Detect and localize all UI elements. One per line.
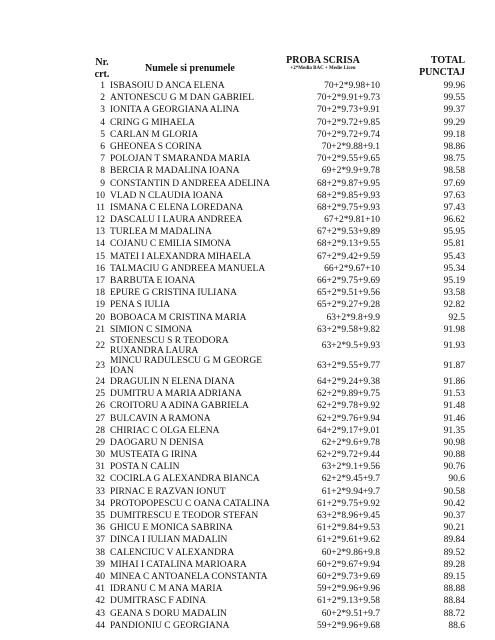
table-row <box>0 190 495 202</box>
table-row <box>0 583 495 595</box>
row-total-score: 93.58 <box>443 288 465 299</box>
row-number: 36 <box>95 523 105 534</box>
row-name: DAOGARU N DENISA <box>110 437 204 448</box>
row-proba-score: 70+2*9.88+9.1 <box>321 141 380 152</box>
row-total-score: 90.42 <box>443 498 465 509</box>
row-total-score: 91.35 <box>443 425 465 436</box>
table-row <box>0 486 495 498</box>
row-proba-score: 68+2*9.87+9.95 <box>317 178 380 189</box>
row-total-score: 99.29 <box>443 117 465 128</box>
row-name: VLAD N CLAUDIA IOANA <box>110 190 224 201</box>
row-number: 5 <box>100 129 105 140</box>
table-row <box>0 498 495 510</box>
row-proba-score: 70+2*9.91+9.73 <box>317 93 380 104</box>
table-row <box>0 620 495 632</box>
row-total-score: 92.82 <box>443 300 465 311</box>
table-row <box>0 413 495 425</box>
row-name: COJANU C EMILIA SIMONA <box>110 239 232 250</box>
row-total-score: 99.18 <box>443 129 465 140</box>
row-name: BOBOACA M CRISTINA MARIA <box>110 312 247 323</box>
table-row <box>0 165 495 177</box>
row-proba-score: 62+2*9.78+9.92 <box>317 401 380 412</box>
row-proba-score: 61+2*9.84+9.53 <box>317 523 380 534</box>
results-table <box>0 80 495 632</box>
row-proba-score: 68+2*9.75+9.93 <box>317 202 380 213</box>
row-proba-score: 63+2*9.55+9.77 <box>317 360 380 371</box>
row-total-score: 89.84 <box>443 535 465 546</box>
table-row <box>0 534 495 546</box>
row-proba-score: 65+2*9.51+9.56 <box>317 288 380 299</box>
row-name: TALMACIU G ANDREEA MANUELA <box>110 263 266 274</box>
row-total-score: 95.19 <box>443 276 465 286</box>
header-total-label: TOTAL <box>430 55 465 66</box>
row-total-score: 91.53 <box>443 389 465 400</box>
row-total-score: 88.84 <box>443 596 465 607</box>
table-row <box>0 312 495 324</box>
table-row <box>0 299 495 311</box>
row-name: CROITORU A ADINA GABRIELA <box>110 401 249 412</box>
row-number: 19 <box>95 300 105 311</box>
row-total-score: 98.58 <box>443 166 465 177</box>
row-total-score: 90.98 <box>443 437 465 448</box>
row-total-score: 89.15 <box>443 571 465 582</box>
row-name: BERCIA R MADALINA IOANA <box>110 166 240 177</box>
row-number: 1 <box>100 81 105 91</box>
row-total-score: 95.43 <box>443 251 465 262</box>
row-number: 23 <box>95 360 105 371</box>
row-number: 44 <box>95 620 105 631</box>
row-name: POLOJAN T SMARANDA MARIA <box>110 154 251 165</box>
row-total-score: 88.72 <box>443 608 465 619</box>
row-total-score: 91.86 <box>443 376 465 387</box>
row-name: ISBASOIU D ANCA ELENA <box>110 81 225 91</box>
row-name: DRAGULIN N ELENA DIANA <box>110 376 235 387</box>
row-number: 4 <box>100 117 105 128</box>
row-name: MINCU RADULESCU G M GEORGE IOAN <box>110 355 263 376</box>
table-row <box>0 437 495 449</box>
table-row <box>0 117 495 129</box>
row-number: 6 <box>100 141 105 152</box>
row-number: 15 <box>95 251 105 262</box>
row-proba-score: 68+2*9.85+9.93 <box>317 190 380 201</box>
table-row <box>0 287 495 299</box>
row-proba-score: 63+2*9.1+9.56 <box>321 462 380 473</box>
row-number: 18 <box>95 288 105 299</box>
table-row <box>0 92 495 104</box>
row-name: ISMANA C ELENA LOREDANA <box>110 202 244 213</box>
row-total-score: 98.75 <box>443 154 465 165</box>
row-proba-score: 64+2*9.24+9.38 <box>317 376 380 387</box>
row-name: IONITA A GEORGIANA ALINA <box>110 105 240 116</box>
row-name: MUSTEATA G IRINA <box>110 450 198 461</box>
table-row <box>0 238 495 250</box>
row-name: DUMITRU A MARIA ADRIANA <box>110 389 242 400</box>
header-total <box>410 55 465 79</box>
table-row <box>0 336 495 356</box>
row-number: 10 <box>95 190 105 201</box>
row-total-score: 97.63 <box>443 190 465 201</box>
row-total-score: 99.37 <box>443 105 465 116</box>
row-total-score: 91.93 <box>443 340 465 351</box>
row-name: GHICU E MONICA SABRINA <box>110 523 233 534</box>
row-proba-score: 66+2*9.67+10 <box>324 263 380 274</box>
row-name: PROTOPOPESCU C OANA CATALINA <box>110 498 270 509</box>
row-number: 29 <box>95 437 105 448</box>
row-number: 41 <box>95 584 105 595</box>
row-total-score: 92.5 <box>448 312 465 323</box>
row-total-score: 95.81 <box>443 239 465 250</box>
table-row <box>0 608 495 620</box>
row-proba-score: 70+2*9.72+9.74 <box>317 129 380 140</box>
row-total-score: 88.88 <box>443 584 465 595</box>
row-number: 42 <box>95 596 105 607</box>
table-row <box>0 263 495 275</box>
table-row <box>0 80 495 92</box>
table-row <box>0 376 495 388</box>
row-total-score: 90.6 <box>448 474 465 485</box>
row-name: DUMITRESCU E TEODOR STEFAN <box>110 511 259 521</box>
table-row <box>0 178 495 190</box>
row-proba-score: 61+2*9.13+9.58 <box>317 596 380 607</box>
row-name: ANTONESCU G M DAN GABRIEL <box>110 93 254 104</box>
table-row <box>0 141 495 153</box>
row-number: 24 <box>95 376 105 387</box>
row-total-score: 90.76 <box>443 462 465 473</box>
row-total-score: 91.98 <box>443 324 465 335</box>
row-total-score: 97.69 <box>443 178 465 189</box>
row-number: 32 <box>95 474 105 485</box>
row-proba-score: 61+2*9.61+9.62 <box>317 535 380 546</box>
row-total-score: 91.46 <box>443 413 465 424</box>
table-row <box>0 559 495 571</box>
row-number: 3 <box>100 105 105 116</box>
row-total-score: 95.95 <box>443 227 465 238</box>
table-row <box>0 356 495 376</box>
row-proba-score: 65+2*9.27+9.28 <box>317 300 380 311</box>
row-number: 17 <box>95 276 105 286</box>
row-proba-score: 59+2*9.96+9.68 <box>317 620 380 631</box>
row-name: PIRNAC E RAZVAN IONUT <box>110 486 226 497</box>
table-row <box>0 129 495 141</box>
row-name: PANDIONIU C GEORGIANA <box>110 620 230 631</box>
row-total-score: 90.58 <box>443 486 465 497</box>
row-proba-score: 70+2*9.98+10 <box>324 81 380 91</box>
row-number: 40 <box>95 571 105 582</box>
row-name: SIMION C SIMONA <box>110 324 193 335</box>
table-row <box>0 510 495 522</box>
table-row <box>0 104 495 116</box>
table-row <box>0 226 495 238</box>
table-row <box>0 473 495 485</box>
row-proba-score: 60+2*9.67+9.94 <box>317 559 380 570</box>
row-number: 12 <box>95 215 105 226</box>
row-name: CARLAN M GLORIA <box>110 129 199 140</box>
row-number: 34 <box>95 498 105 509</box>
row-name: MATEI I ALEXANDRA MIHAELA <box>110 251 252 262</box>
table-row <box>0 324 495 336</box>
row-proba-score: 70+2*9.72+9.85 <box>317 117 380 128</box>
row-number: 7 <box>100 154 105 165</box>
row-name: TURLEA M MADALINA <box>110 227 212 238</box>
row-proba-score: 60+2*9.51+9.7 <box>321 608 380 619</box>
row-proba-score: 63+2*9.5+9.93 <box>321 340 380 351</box>
row-proba-score: 62+2*9.76+9.94 <box>317 413 380 424</box>
header-name: Numele si prenumele <box>145 63 235 74</box>
row-number: 38 <box>95 547 105 558</box>
row-name: BARBUTA E IOANA <box>110 276 196 286</box>
row-number: 28 <box>95 425 105 436</box>
row-number: 13 <box>95 227 105 238</box>
header-punctaj-label: PUNCTAJ <box>419 67 465 78</box>
row-number: 26 <box>95 401 105 412</box>
row-number: 27 <box>95 413 105 424</box>
table-row <box>0 449 495 461</box>
row-name: COCIRLA G ALEXANDRA BIANCA <box>110 474 260 485</box>
row-total-score: 97.43 <box>443 202 465 213</box>
row-proba-score: 70+2*9.55+9.65 <box>317 154 380 165</box>
row-name: DASCALU I LAURA ANDREEA <box>110 215 243 226</box>
row-proba-score: 64+2*9.17+9.01 <box>317 425 380 436</box>
row-name: MINEA C ANTOANELA CONSTANTA <box>110 571 268 582</box>
table-row <box>0 251 495 263</box>
row-number: 21 <box>95 324 105 335</box>
row-total-score: 90.21 <box>443 523 465 534</box>
row-total-score: 99.55 <box>443 93 465 104</box>
row-proba-score: 67+2*9.42+9.59 <box>317 251 380 262</box>
row-name: PENA S IULIA <box>110 300 171 311</box>
row-proba-score: 68+2*9.13+9.55 <box>317 239 380 250</box>
table-row <box>0 400 495 412</box>
table-row <box>0 153 495 165</box>
table-row <box>0 547 495 559</box>
table-row <box>0 571 495 583</box>
row-proba-score: 61+2*9.94+9.7 <box>321 486 380 497</box>
row-total-score: 89.28 <box>443 559 465 570</box>
table-row <box>0 202 495 214</box>
row-total-score: 95.34 <box>443 263 465 274</box>
row-name: BULCAVIN A RAMONA <box>110 413 211 424</box>
row-number: 8 <box>100 166 105 177</box>
table-row <box>0 425 495 437</box>
row-number: 31 <box>95 462 105 473</box>
row-number: 25 <box>95 389 105 400</box>
row-name: CALENCIUC V ALEXANDRA <box>110 547 235 558</box>
table-row <box>0 388 495 400</box>
row-proba-score: 63+2*9.58+9.82 <box>317 324 380 335</box>
row-number: 20 <box>95 312 105 323</box>
row-total-score: 88.6 <box>448 620 465 631</box>
row-proba-score: 59+2*9.96+9.96 <box>317 584 380 595</box>
row-number: 43 <box>95 608 105 619</box>
row-number: 33 <box>95 486 105 497</box>
header-nr-label: Nr. <box>95 57 109 68</box>
row-number: 14 <box>95 239 105 250</box>
row-name: DINCA I IULIAN MADALIN <box>110 535 228 546</box>
row-number: 11 <box>95 202 105 213</box>
row-proba-score: 67+2*9.81+10 <box>324 215 380 226</box>
header-proba: PROBA SCRISA <box>286 55 360 66</box>
row-total-score: 98.86 <box>443 141 465 152</box>
row-name: CONSTANTIN D ANDREEA ADELINA <box>110 178 270 189</box>
row-total-score: 90.88 <box>443 450 465 461</box>
row-number: 9 <box>100 178 105 189</box>
row-proba-score: 60+2*9.73+9.69 <box>317 571 380 582</box>
row-name: MIHAI I CATALINA MARIOARA <box>110 559 247 570</box>
row-proba-score: 60+2*9.86+9.8 <box>321 547 380 558</box>
row-number: 22 <box>95 340 105 351</box>
row-proba-score: 63+2*8.96+9.45 <box>317 511 380 521</box>
header-crt-label: crt. <box>94 69 110 80</box>
row-proba-score: 66+2*9.75+9.69 <box>317 276 380 286</box>
row-total-score: 99.96 <box>443 81 465 91</box>
row-number: 39 <box>95 559 105 570</box>
row-name: EPURE G CRISTINA IULIANA <box>110 288 237 299</box>
row-name: STOENESCU S R TEODORA RUXANDRA LAURA <box>110 335 229 356</box>
row-proba-score: 67+2*9.53+9.89 <box>317 227 380 238</box>
row-name: GHEONEA S CORINA <box>110 141 202 152</box>
table-row <box>0 595 495 607</box>
row-proba-score: 62+2*9.89+9.75 <box>317 389 380 400</box>
row-total-score: 91.48 <box>443 401 465 412</box>
header-nr <box>92 57 112 81</box>
row-proba-score: 63+2*9.8+9.9 <box>326 312 380 323</box>
row-number: 30 <box>95 450 105 461</box>
row-name: DUMITRASC F ADINA <box>110 596 207 607</box>
row-name: POSTA N CALIN <box>110 462 180 473</box>
table-row <box>0 461 495 473</box>
row-proba-score: 62+2*9.45+9.7 <box>321 474 380 485</box>
table-row <box>0 214 495 226</box>
row-proba-score: 70+2*9.73+9.91 <box>317 105 380 116</box>
row-name: CRING G MIHAELA <box>110 117 195 128</box>
table-row <box>0 522 495 534</box>
header-proba-subtitle: +2*Media BAC + Medie Liceu <box>290 66 356 71</box>
row-number: 2 <box>100 93 105 104</box>
row-total-score: 90.37 <box>443 511 465 521</box>
row-proba-score: 69+2*9.9+9.78 <box>321 166 380 177</box>
table-row <box>0 275 495 287</box>
row-proba-score: 61+2*9.75+9.92 <box>317 498 380 509</box>
row-name: IDRANU C M ANA MARIA <box>110 584 223 595</box>
row-proba-score: 62+2*9.6+9.78 <box>321 437 380 448</box>
row-total-score: 96.62 <box>443 215 465 226</box>
row-name: CHIRIAC C OLGA ELENA <box>110 425 220 436</box>
row-total-score: 91.87 <box>443 360 465 371</box>
row-name: GEANA S DORU MADALIN <box>110 608 227 619</box>
row-number: 16 <box>95 263 105 274</box>
row-number: 35 <box>95 511 105 521</box>
row-number: 37 <box>95 535 105 546</box>
row-total-score: 89.52 <box>443 547 465 558</box>
row-proba-score: 62+2*9.72+9.44 <box>317 450 380 461</box>
